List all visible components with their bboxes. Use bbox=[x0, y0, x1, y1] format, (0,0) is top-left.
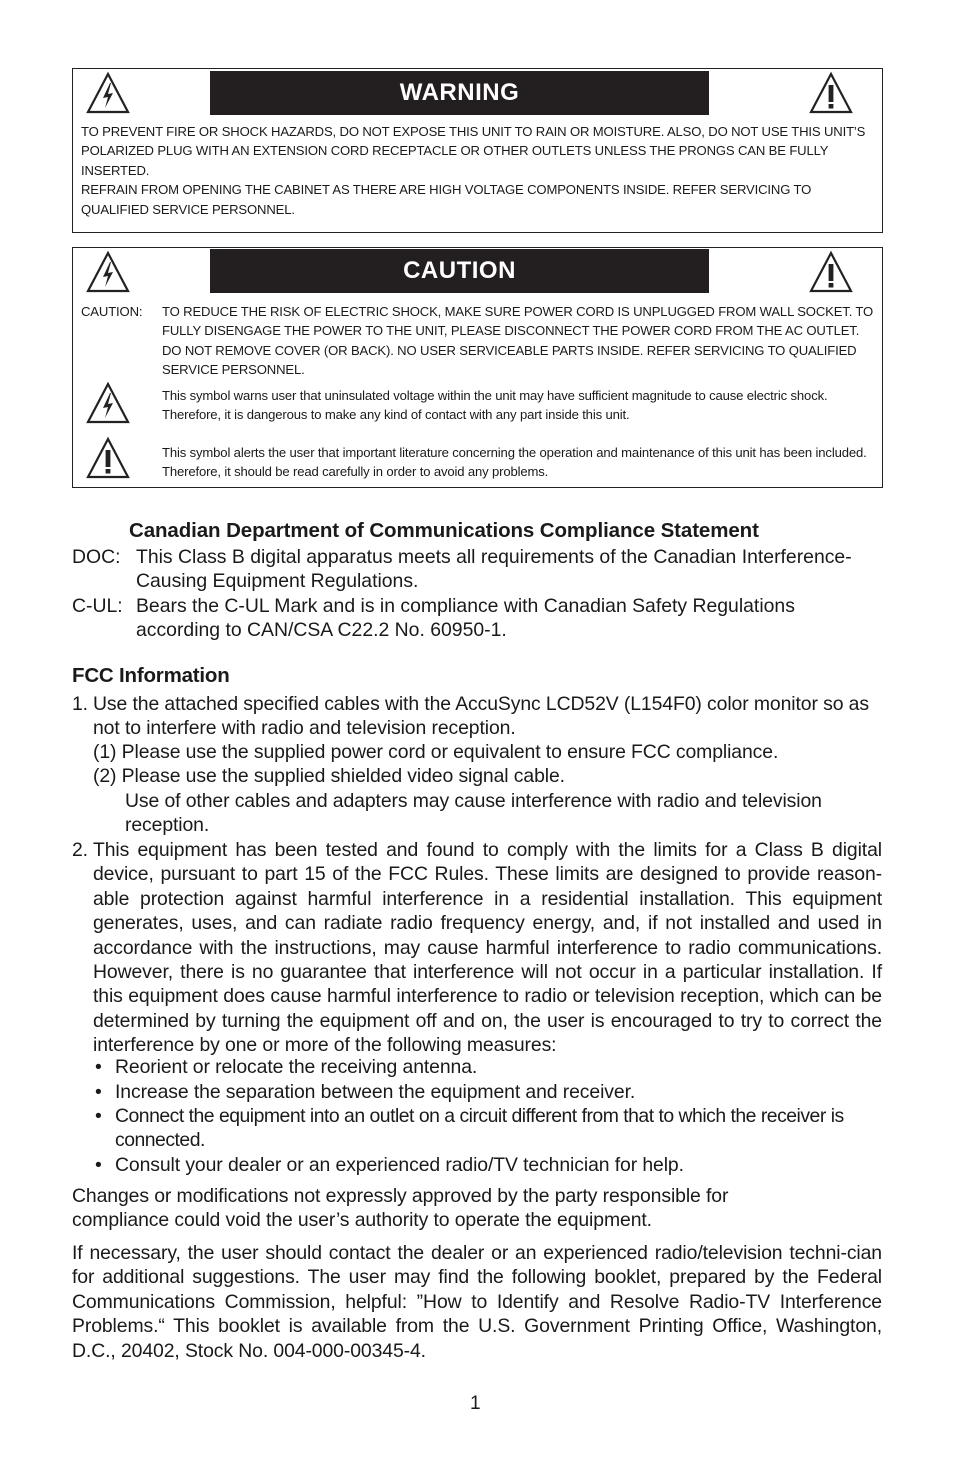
caution-title: CAUTION bbox=[210, 249, 709, 293]
bullet-icon: • bbox=[95, 1154, 102, 1176]
fcc-item-1-number: 1. bbox=[72, 693, 88, 715]
lightning-bolt-triangle-icon bbox=[86, 381, 130, 425]
fcc-item-2-number: 2. bbox=[72, 839, 88, 861]
list-item: Consult your dealer or an experienced radio/TV technician for help. bbox=[115, 1154, 684, 1176]
list-item: Connect the equipment into an outlet on a circuit different from that to which the receiver is connected. bbox=[115, 1105, 844, 1152]
fcc-item-2-text: This equipment has been tested and found to comply with the limits for a Class B digital device, pursuant to part 15 of the FCC Rules. These limits are designed to provide reason-able protection against harmful interference in a residential installation. This equipment generates, uses, and can radiate radio frequency energy, and, if not installed and used in accordance with the instructions, may cause harmful interference to radio communications. However, there is no guarantee that interference will not occur in a particular installation. If this equipment does cause harmful interference to radio or television reception, which can be determined by turning the equipment off and on, the user is encouraged to try to correct the interference by one or more of the following measures: bbox=[93, 839, 882, 1057]
exclamation-triangle-icon bbox=[86, 436, 130, 480]
doc-label: DOC: bbox=[72, 546, 121, 568]
exclamation-triangle-icon bbox=[809, 71, 853, 115]
caution-label: CAUTION: bbox=[81, 304, 143, 319]
caution-box bbox=[72, 247, 883, 488]
warning-title: WARNING bbox=[210, 71, 709, 115]
lightning-bolt-triangle-icon bbox=[86, 250, 130, 294]
lightning-symbol-description: This symbol warns user that uninsulated voltage within the unit may have sufficient magnitude to cause electric shock. Therefore, it is dangerous to make any kind of contact with any part inside this unit. bbox=[162, 388, 828, 423]
warning-paragraph-1: TO PREVENT FIRE OR SHOCK HAZARDS, DO NOT EXPOSE THIS UNIT TO RAIN OR MOISTURE. ALSO, DO NOT USE THIS UNIT’S POLARIZED PLUG WITH AN EXTENSION CORD RECEPTACLE OR OTHER OUTLETS UNLESS THE PRONGS CAN BE FULLY INSERTED. bbox=[81, 124, 866, 178]
warning-text bbox=[81, 122, 877, 219]
exclamation-symbol-description: This symbol alerts the user that important literature concerning the operation and maintenance of this unit has been included. Therefore, it should be read carefully in order to avoid any problems. bbox=[162, 445, 867, 480]
warning-paragraph-2: REFRAIN FROM OPENING THE CABINET AS THERE ARE HIGH VOLTAGE COMPONENTS INSIDE. REFER SERVICING TO QUALIFIED SERVICE PERSONNEL. bbox=[81, 182, 812, 217]
fcc-item-1-sub-1: (1) Please use the supplied power cord or equivalent to ensure FCC compliance. bbox=[93, 741, 779, 763]
canadian-compliance-title: Canadian Department of Communications Compliance Statement bbox=[129, 519, 759, 542]
fcc-item-1-sub-2-continued: Use of other cables and adapters may cause interference with radio and television reception. bbox=[125, 790, 822, 837]
changes-paragraph: Changes or modifications not expressly approved by the party responsible for compliance could void the user’s authority to operate the equipment. bbox=[72, 1185, 729, 1232]
bullet-icon: • bbox=[95, 1056, 102, 1078]
lightning-bolt-triangle-icon bbox=[86, 71, 130, 115]
doc-text: This Class B digital apparatus meets all requirements of the Canadian Interference-Causing Equipment Regulations. bbox=[136, 546, 852, 593]
warning-box bbox=[72, 68, 883, 233]
fcc-title: FCC Information bbox=[72, 664, 230, 687]
fcc-item-1-text: Use the attached specified cables with the AccuSync LCD52V (L154F0) color monitor so as not to interfere with radio and television reception. bbox=[93, 693, 869, 740]
bullet-icon: • bbox=[95, 1105, 102, 1127]
cul-text: Bears the C-UL Mark and is in compliance with Canadian Safety Regulations according to CAN/CSA C22.2 No. 60950-1. bbox=[136, 595, 795, 642]
caution-text: TO REDUCE THE RISK OF ELECTRIC SHOCK, MAKE SURE POWER CORD IS UNPLUGGED FROM WALL SOCKET. TO FULLY DISENGAGE THE POWER TO THE UNIT, PLEASE DISCONNECT THE POWER CORD FROM THE AC OUTLET. DO NOT REMOVE COVER (OR BACK). NO USER SERVICEABLE PARTS INSIDE. REFER SERVICING TO QUALIFIED SERVICE PERSONNEL. bbox=[162, 304, 874, 378]
fcc-item-1-sub-2: (2) Please use the supplied shielded video signal cable. bbox=[93, 765, 565, 787]
cul-label: C-UL: bbox=[72, 595, 123, 617]
page-number: 1 bbox=[470, 1393, 481, 1414]
booklet-paragraph: If necessary, the user should contact the dealer or an experienced radio/television techni-cian for additional suggestions. The user may find the following booklet, prepared by the Federal Communications Commission, helpful: ”How to Identify and Resolve Radio-TV Interference Problems.“ This booklet is available from the U.S. Government Printing Office, Washington, D.C., 20402, Stock No. 004-000-00345-4. bbox=[72, 1242, 882, 1362]
exclamation-triangle-icon bbox=[809, 250, 853, 294]
bullet-icon: • bbox=[95, 1081, 102, 1103]
list-item: Reorient or relocate the receiving antenna. bbox=[115, 1056, 478, 1078]
list-item: Increase the separation between the equipment and receiver. bbox=[115, 1081, 636, 1103]
